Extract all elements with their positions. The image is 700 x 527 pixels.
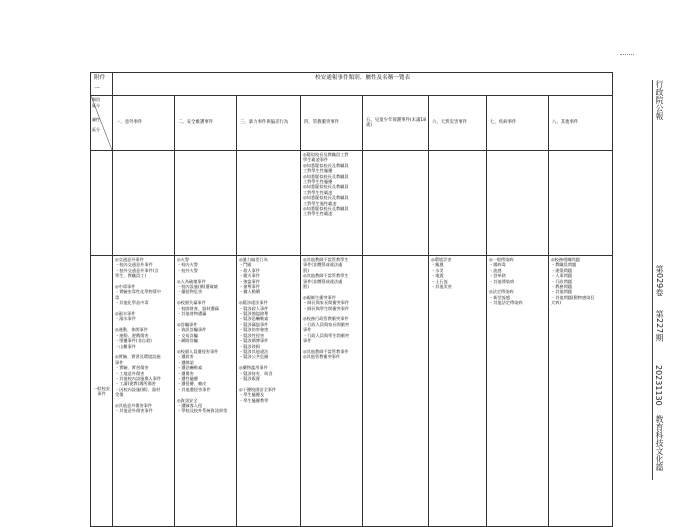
cell-line: ◎環境災害 — [431, 257, 452, 262]
table-cell — [175, 256, 237, 527]
cell-line: ・其他傳染病 — [489, 278, 515, 284]
cell-line: ・疑涉販賣 — [239, 375, 260, 381]
cell-line: ・行政問題 — [551, 278, 572, 284]
cell-line: 工對學生性霸凌 — [303, 211, 333, 217]
cell-line: 工對學生施性霸凌 — [303, 200, 337, 206]
table-cell — [549, 151, 613, 256]
cell-line: ◎藥物濫用事件 — [239, 365, 268, 371]
cell-line: ・遭性騷擾 — [177, 375, 198, 381]
cell-line: ◎校務相關問題 — [551, 257, 580, 262]
cell-line: ・遭恐嚇勒索 — [177, 365, 203, 371]
cell-line: ・實驗室毒性化學物質中 — [115, 289, 162, 295]
cell-line: ◎親師生衝突事件 — [303, 294, 336, 300]
cell-line: 罰) — [303, 267, 309, 273]
cell-line: ・其他問題(動物感染狂 — [551, 294, 595, 300]
cell-line: ・新型流感 — [489, 294, 510, 300]
cell-line: ・師長與學生間衝突事件 — [303, 305, 350, 311]
cell-line: ◎其他教師不當管教事件 — [303, 348, 349, 354]
table-title: 校安通報事件類別、屬性及名稱一覽表 — [113, 73, 613, 96]
cell-line: ・疑涉性侵害 — [239, 332, 265, 338]
cell-line: ・其他校內設施傷人事件 — [115, 375, 162, 381]
cell-line: ・校內設施(備)遭破壞 — [177, 284, 218, 290]
cell-line: ◎火警 — [177, 257, 190, 262]
cell-line: ・校園財產、器材遭竊 — [177, 305, 219, 311]
cell-line: 學生、教職員工) — [115, 273, 146, 279]
cell-line: ・墜樓事件(非自殺) — [115, 338, 152, 344]
cell-line: ・遭駭客入侵 — [177, 402, 203, 408]
cell-line: ・疑涉公共危險 — [239, 354, 269, 360]
cell-line: ・殺人事件 — [239, 267, 260, 273]
cell-line: ・其他法定傳染病 — [489, 300, 523, 306]
column-header: 五、兒童少年保護事件(未滿18歲) — [363, 96, 429, 151]
cell-line: 罰) — [303, 284, 309, 290]
cell-line: ・校外火警 — [177, 267, 198, 273]
cell-line: 受傷 — [115, 392, 124, 398]
cell-line: ・資訊詐騙事件 — [177, 327, 207, 333]
table-cell — [301, 256, 363, 527]
cell-line: ・擄人勒贖 — [239, 289, 260, 295]
cell-line: 事件 — [115, 359, 124, 365]
cell-line: 事件 — [303, 338, 312, 344]
cell-line: ・行政人員與學生間衝突 — [303, 332, 350, 338]
table-row — [91, 151, 613, 256]
cell-line: ・遭殺害 — [177, 354, 194, 360]
cell-line: ◎疑似校長及教職員工對 — [303, 152, 349, 157]
cell-line: ・縱火事件 — [239, 273, 260, 279]
publication-name: 行政院公報 — [655, 80, 664, 120]
cell-line: ◎知悉疑似校長及教職員 — [303, 195, 349, 201]
cell-line: ・遭傷害 — [177, 370, 194, 376]
cell-line: ◎運動、休閒事件 — [115, 327, 148, 333]
cell-line: 毒 — [115, 294, 120, 300]
cell-line: ・校內火警 — [177, 262, 198, 268]
cell-line: ◎其他教師不當管教學生 — [303, 257, 349, 262]
cell-line: ◎知悉疑似校長及教職員 — [303, 173, 349, 179]
table-cell — [237, 151, 301, 256]
volume-number: 第029卷 — [655, 265, 664, 297]
cell-line: 犬病) — [551, 300, 562, 306]
incident-category-table-sheet — [90, 72, 612, 479]
cell-line: ・師長與家長間衝突事件 — [303, 300, 350, 306]
cell-line: ・強盜事件 — [239, 278, 260, 284]
cell-line: ・搶奪事件 — [239, 284, 260, 290]
cell-line: ・校內交通意外事件 — [115, 262, 153, 268]
table-cell — [363, 151, 429, 256]
table-cell — [113, 256, 175, 527]
cell-line: ・校外交通意外事件(含 — [115, 267, 159, 273]
column-header: 六、天然災害事件 — [429, 96, 487, 151]
column-header: 八、其他事件 — [549, 96, 613, 151]
cell-line: ・建築問題 — [551, 267, 572, 273]
cell-line: ◎一般傳染病 — [489, 257, 514, 262]
cell-line: ◎暴力偏差行為 — [239, 257, 268, 262]
column-header: 一、意外事件 — [113, 96, 175, 151]
table-cell — [363, 256, 429, 527]
cell-line: ・地震 — [431, 273, 444, 279]
attachment-label: 附件一 — [91, 73, 113, 96]
cell-line: ・交易詐騙 — [177, 332, 198, 338]
issue-number: 第227期 — [655, 310, 664, 342]
cell-line: ◎干擾校園安全事件 — [239, 386, 277, 392]
cell-line: ◎法定傳染病 — [489, 289, 514, 295]
header-corner-cell — [91, 96, 113, 151]
cell-line: 工對學生性騷擾 — [303, 179, 333, 185]
cell-line: ・土石流 — [431, 278, 448, 284]
cell-line: 事件(非體罰或違法處 — [303, 262, 343, 268]
cell-line: ・其他財物遭竊 — [177, 311, 207, 317]
cell-line: ・流感 — [489, 267, 502, 273]
cell-line: ◎交通意外事件 — [115, 257, 144, 262]
cell-line: 事件 — [303, 327, 312, 333]
cell-line: ・遭綁架 — [177, 359, 194, 365]
cell-line: ◎校園失竊事件 — [177, 300, 206, 306]
cell-line: ◎人為破壞事件 — [177, 278, 206, 284]
cell-line: ・山難事件 — [115, 343, 136, 349]
cell-line: ・疑涉殺人事件 — [239, 305, 269, 311]
table-cell — [549, 256, 613, 527]
table-cell — [113, 151, 175, 256]
page-corner-mark — [620, 54, 634, 56]
row-label — [91, 151, 113, 256]
corner-label-bottom: 區分 — [92, 127, 100, 132]
cell-line: ◎知悉疑似校長及教職員 — [303, 184, 349, 190]
cell-line: ・疑涉其他違法 — [239, 348, 269, 354]
column-header: 七、疾病事件 — [487, 96, 549, 151]
table-cell — [429, 256, 487, 527]
cell-line: ◎疑涉違法事件 — [239, 300, 268, 306]
publication-date: 20231130 — [654, 365, 663, 406]
cell-line: ・學生騷擾及 — [239, 392, 265, 398]
cell-line: ・腸病毒 — [489, 262, 506, 268]
cell-line: ・其他遭侵害事件 — [177, 386, 211, 392]
corner-label-top: 類別 — [92, 97, 100, 102]
cell-line: ・疑涉毀損 — [239, 343, 260, 349]
cell-line: 工對學生性騷擾 — [303, 168, 333, 174]
corner-label-side: 屬性 — [92, 117, 100, 122]
section-name: 教育科技文化篇 — [655, 415, 664, 471]
table-row — [91, 256, 613, 527]
cell-line: ◎知悉疑似校長及教職員 — [303, 206, 349, 212]
cell-line: ・爆裂物危害 — [177, 289, 203, 295]
table-cell — [175, 151, 237, 256]
cell-line: ・遭侵擾、賴皮 — [177, 381, 207, 387]
cell-line: ・其他化學品中毒 — [115, 300, 149, 306]
cell-line: ・疑涉恐嚇勒索 — [239, 316, 269, 322]
table-cell — [301, 151, 363, 256]
cell-line: ・實驗、實習傷害 — [115, 365, 149, 371]
cell-line: ・運動、遊戲傷害 — [115, 332, 149, 338]
row-label: 一般校安事件 — [91, 256, 113, 527]
cell-line: ◎資訊安全 — [177, 397, 198, 403]
cell-line: ・疑涉強盜搶奪 — [239, 311, 269, 317]
cell-line: ◎其他意外傷害事件 — [115, 402, 153, 408]
table-cell — [237, 256, 301, 527]
table-cell — [487, 256, 549, 527]
cell-line: ・工讀(建教)場所傷害 — [115, 381, 156, 387]
table-cell — [429, 151, 487, 256]
cell-line: ◎其他教師不當管教學生 — [303, 273, 349, 279]
cell-line: ・疑涉持有、吸食 — [239, 370, 273, 376]
cell-line: ◎實驗、實習及環境設施 — [115, 354, 161, 360]
cell-line: ◎中毒事件 — [115, 284, 136, 290]
gazette-sidebar — [652, 80, 665, 480]
cell-line: ・學校及校外系統資訊異常 — [177, 408, 228, 414]
cell-line: ・學生騷擾教學 — [239, 397, 269, 403]
cell-line: ・溺水事件 — [115, 316, 136, 322]
cell-line: ◎知悉疑似校長及教職員 — [303, 162, 349, 168]
cell-line: ・因校內設施(備)、器材 — [115, 386, 161, 392]
cell-line: ・疑涉賭博事件 — [239, 338, 269, 344]
cell-line: ・水災 — [431, 267, 444, 273]
cell-line: ◎校務行政管教衝突事件 — [303, 316, 349, 322]
cell-line: ・行政人員與家長間衝突 — [303, 321, 350, 327]
table-cell — [487, 151, 549, 256]
cell-line: ・其他意外傷害事件 — [115, 408, 153, 414]
cell-line: ・登革熱 — [489, 273, 506, 279]
cell-line: ・颱風 — [431, 262, 444, 268]
cell-line: ・網路詐騙 — [177, 338, 198, 344]
cell-line: ・其他問題 — [551, 289, 572, 295]
cell-line: ・其他災害 — [431, 284, 452, 290]
cell-line: ・疑涉竊盜事件 — [239, 321, 269, 327]
cell-line: ◎校園人員遭侵害事件 — [177, 348, 219, 354]
cell-line: ◎其他管教衝突事件 — [303, 354, 341, 360]
column-header: 二、安全維護事件 — [175, 96, 237, 151]
table-title-row — [91, 73, 613, 96]
cell-line: ・教務問題 — [551, 284, 572, 290]
cell-line: ・疑涉妨害秘密 — [239, 327, 269, 333]
cell-line: ・人事問題 — [551, 273, 572, 279]
cell-line: ◎溺水事件 — [115, 311, 136, 317]
cell-line: ◎詐騙事件 — [177, 321, 198, 327]
cell-line: ・鬥毆 — [239, 262, 252, 268]
cell-line: 學生霸凌事件 — [303, 157, 329, 163]
column-header-row — [91, 96, 613, 151]
column-header: 四、管教衝突事件 — [301, 96, 363, 151]
column-header: 三、暴力事件與偏差行為 — [237, 96, 301, 151]
incident-category-table — [90, 72, 613, 527]
cell-line: 工對學生性霸凌 — [303, 189, 333, 195]
cell-line: 事件(非體罰或違法處 — [303, 278, 343, 284]
corner-label-middle: 區分 — [92, 103, 100, 108]
cell-line: ・教職員問題 — [551, 262, 577, 268]
cell-line: ・工地意外傷害 — [115, 370, 145, 376]
